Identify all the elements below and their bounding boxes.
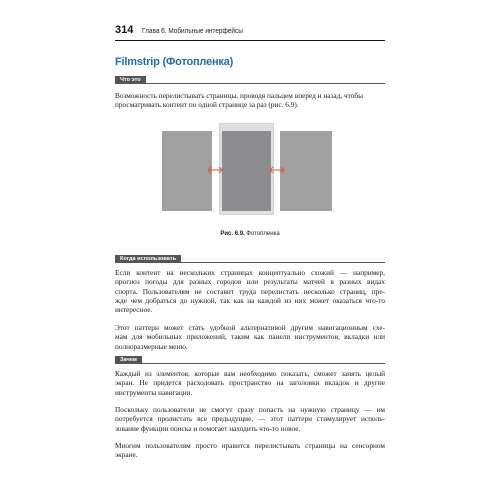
text-line: просматривать контент по одной странице за раз (рис. 6.9). [115, 100, 299, 110]
label-bar-when [115, 256, 385, 263]
filmstrip-figure [162, 123, 337, 215]
text-line: экране. [115, 450, 138, 460]
paragraph-when-2 [115, 323, 385, 351]
text-line: Поскольку пользователи не смогут сразу попасть на нужную страницу — им [115, 405, 385, 414]
text-line: Возможность перелистывать страницы, проводя пальцем вперед и назад, чтобы [115, 91, 364, 100]
filmstrip-panel-current [222, 131, 271, 211]
label-bar-what [115, 77, 385, 84]
running-head [115, 24, 385, 38]
text-line: потребуется пролистать все предыдущие, — этот паттерн стимулирует исполь- [115, 414, 385, 424]
text-line: Этот паттерн может стать удобной альтернативой другим навигационным схе- [115, 323, 385, 332]
paragraph-why-1 [115, 369, 385, 397]
text-line: спорта. Пользователям не составит труда перелистать несколько страниц, пре- [115, 286, 385, 296]
double-arrow-icon [206, 166, 224, 174]
filmstrip-panel-next [280, 131, 332, 211]
label-when: Когда использовать [115, 255, 181, 263]
paragraph-what [115, 91, 385, 110]
filmstrip-panel-previous [162, 131, 212, 211]
text-line: Если контент на нескольких страницах концептуально схожий — например, [115, 268, 385, 277]
paragraph-why-2 [115, 405, 385, 433]
double-arrow-icon [268, 166, 286, 174]
label-what: Что это [115, 76, 146, 84]
text-line: Многим пользователям просто нравится перелистывать страницы на сенсорном [115, 441, 385, 450]
caption-text: Фотопленка [246, 231, 280, 237]
header-rule [115, 40, 385, 41]
text-line: мам для мобильных приложений, таким как панели инструментов, вкладки или [115, 332, 385, 342]
section-title: Filmstrip (Фотопленка) [115, 56, 234, 68]
caption-prefix: Рис. 6.9. [220, 231, 245, 237]
label-why: Зачем [115, 356, 142, 364]
page-number: 314 [115, 24, 134, 36]
text-line: зование функции поиска и помогает находить что-то новое. [115, 423, 301, 433]
text-line: инструменты навигации. [115, 387, 193, 397]
paragraph-why-3 [115, 441, 385, 460]
text-line: Каждый из элементов, которые вам необходимо показать, сможет занять целый [115, 369, 385, 378]
text-line: экран. Не придется расходовать пространство на заголовки вкладок и другие [115, 378, 385, 388]
text-line: прогноз погоды для разных городов или результаты матчей в разных видах [115, 277, 385, 287]
chapter-title: Глава 6. Мобильные интерфейсы [142, 28, 244, 35]
figure-caption [0, 231, 500, 237]
label-bar-why [115, 357, 385, 364]
paragraph-when-1 [115, 268, 385, 314]
text-line: жде чем добраться до нужной, так как на каждой из них может оказаться что-то [115, 295, 385, 305]
text-line: интересное. [115, 305, 153, 315]
text-line: полноразмерные меню. [115, 341, 188, 351]
